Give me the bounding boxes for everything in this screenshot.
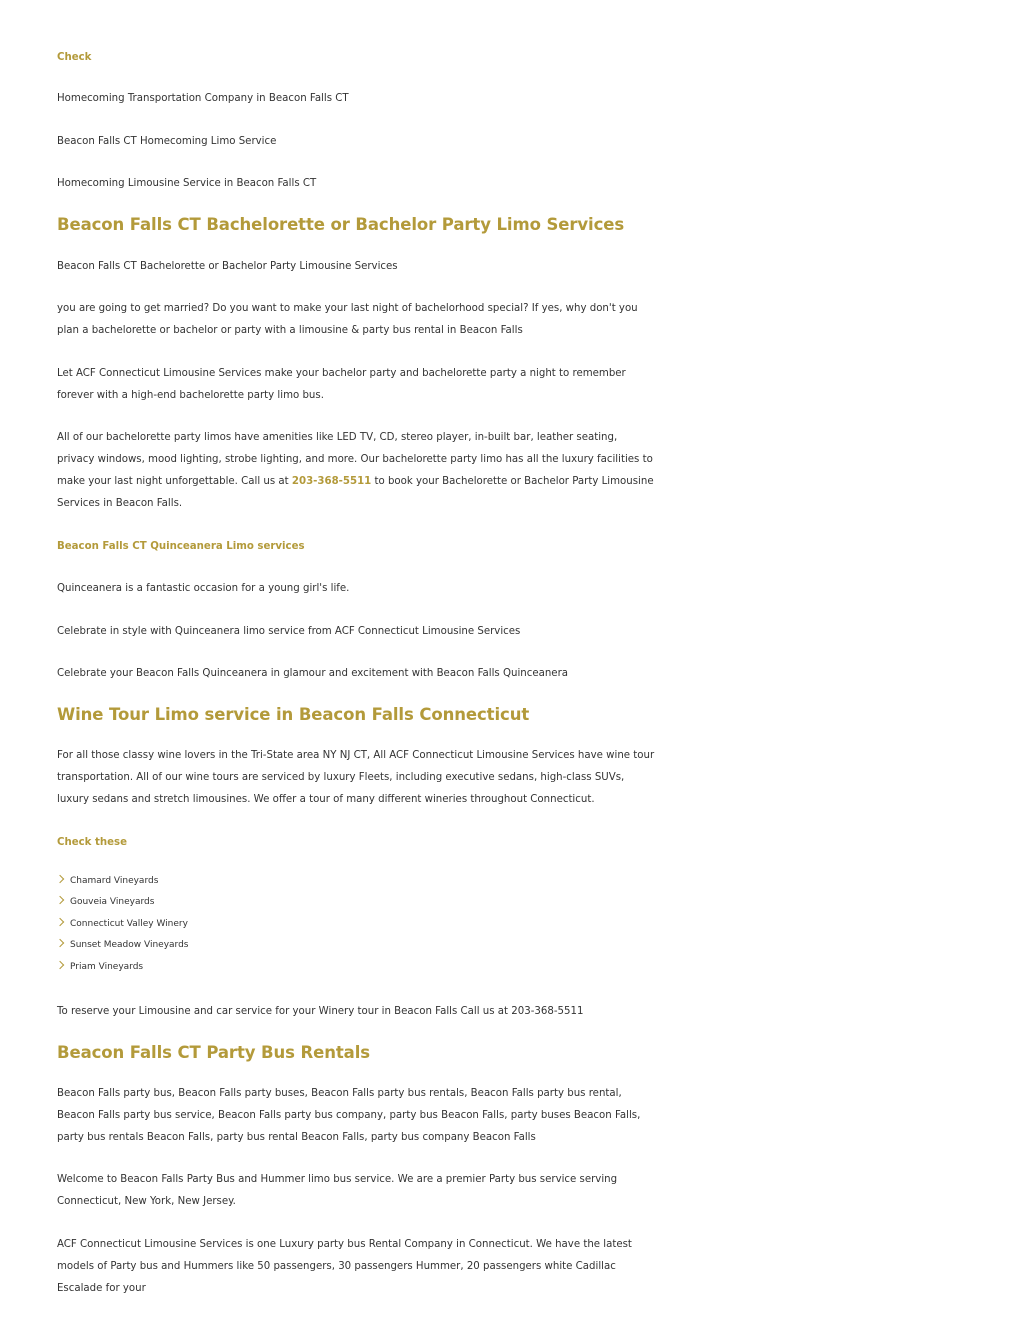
vineyard-list-item[interactable] xyxy=(57,960,143,974)
bachelor-paragraph-4-text-a: All of our bachelorette party limos have amenities like LED TV, CD, stereo player, in-built bar, leather seating, privacy windows, mood lighting, strobe lighting, and more. Our bachelorette party limo has all the luxury facilities to make your last night unforgettable. Call us at xyxy=(57,432,653,487)
party-bus-heading: Beacon Falls CT Party Bus Rentals xyxy=(57,1043,370,1062)
vineyard-list-item[interactable] xyxy=(57,938,188,952)
bachelor-paragraph-4-text-b: to book your Bachelorette or Bachelor Party Limousine Services in Beacon Falls. xyxy=(57,476,654,509)
vineyard-label: Sunset Meadow Vineyards xyxy=(70,940,189,950)
chevron-right-icon xyxy=(56,918,64,926)
vineyard-label: Gouveia Vineyards xyxy=(70,897,155,907)
quinceanera-paragraph-2: Celebrate in style with Quinceanera limo service from ACF Connecticut Limousine Services xyxy=(57,626,521,637)
quinceanera-paragraph-1: Quinceanera is a fantastic occasion for a young girl's life. xyxy=(57,583,350,594)
bachelor-heading: Beacon Falls CT Bachelorette or Bachelor Party Limo Services xyxy=(57,215,625,234)
homecoming-item-3: Homecoming Limousine Service in Beacon Falls CT xyxy=(57,178,317,189)
chevron-right-icon xyxy=(56,961,64,969)
chevron-right-icon xyxy=(56,896,64,904)
chevron-right-icon xyxy=(56,939,64,947)
bachelor-paragraph-2: you are going to get married? Do you want to make your last night of bachelorhood special? If yes, why don't you plan a bachelorette or bachelor or party with a limousine & party bus rental in Beacon Falls xyxy=(57,303,638,336)
bachelor-paragraph-4 xyxy=(57,427,657,515)
wine-tour-paragraph: For all those classy wine lovers in the Tri-State area NY NJ CT, All ACF Connecticut Limousine Services have wine tour transportation. All of our wine tours are serviced by luxury Fleets, including executive sedans, high-class SUVs, luxury sedans and stretch limousines. We offer a tour of many different wineries throughout Connecticut. xyxy=(57,750,655,805)
phone-link[interactable]: 203-368-5511 xyxy=(291,476,372,487)
bachelor-paragraph-3: Let ACF Connecticut Limousine Services make your bachelor party and bachelorette party a night to remember forever with a high-end bachelorette party limo bus. xyxy=(57,368,626,401)
bachelor-paragraph-1: Beacon Falls CT Bachelorette or Bachelor Party Limousine Services xyxy=(57,261,398,272)
quinceanera-paragraph-3: Celebrate your Beacon Falls Quinceanera in glamour and excitement with Beacon Falls Quinceanera xyxy=(57,668,568,679)
vineyard-label: Priam Vineyards xyxy=(70,962,144,972)
homecoming-item-2: Beacon Falls CT Homecoming Limo Service xyxy=(57,136,277,147)
vineyard-list-item[interactable] xyxy=(57,874,158,888)
party-bus-paragraph-2: Welcome to Beacon Falls Party Bus and Hummer limo bus service. We are a premier Party bus service serving Connecticut, New York, New Jersey. xyxy=(57,1174,618,1207)
homecoming-item-1: Homecoming Transportation Company in Beacon Falls CT xyxy=(57,93,349,104)
party-bus-paragraph-3: ACF Connecticut Limousine Services is one Luxury party bus Rental Company in Connecticut. We have the latest models of Party bus and Hummers like 50 passengers, 30 passengers Hummer, 20 passengers white Cadillac Escalade for your xyxy=(57,1239,632,1294)
quinceanera-heading: Beacon Falls CT Quinceanera Limo services xyxy=(57,541,305,552)
check-heading: Check xyxy=(57,52,92,63)
vineyard-label: Connecticut Valley Winery xyxy=(70,919,188,929)
vineyard-list-item[interactable] xyxy=(57,895,154,909)
wine-tour-heading: Wine Tour Limo service in Beacon Falls Connecticut xyxy=(57,705,530,724)
party-bus-paragraph-1: Beacon Falls party bus, Beacon Falls party buses, Beacon Falls party bus rentals, Beacon Falls party bus rental, Beacon Falls party bus service, Beacon Falls party bus company, party bus Beacon Falls, party buses Beacon Falls, party bus rentals Beacon Falls, party bus rental Beacon Falls, party bus company Beacon Falls xyxy=(57,1088,641,1143)
check-these-heading: Check these xyxy=(57,837,128,848)
vineyard-list-item[interactable] xyxy=(57,917,188,931)
reserve-paragraph: To reserve your Limousine and car service for your Winery tour in Beacon Falls Call us at 203-368-5511 xyxy=(57,1006,584,1017)
vineyard-label: Chamard Vineyards xyxy=(70,876,159,886)
chevron-right-icon xyxy=(56,875,64,883)
